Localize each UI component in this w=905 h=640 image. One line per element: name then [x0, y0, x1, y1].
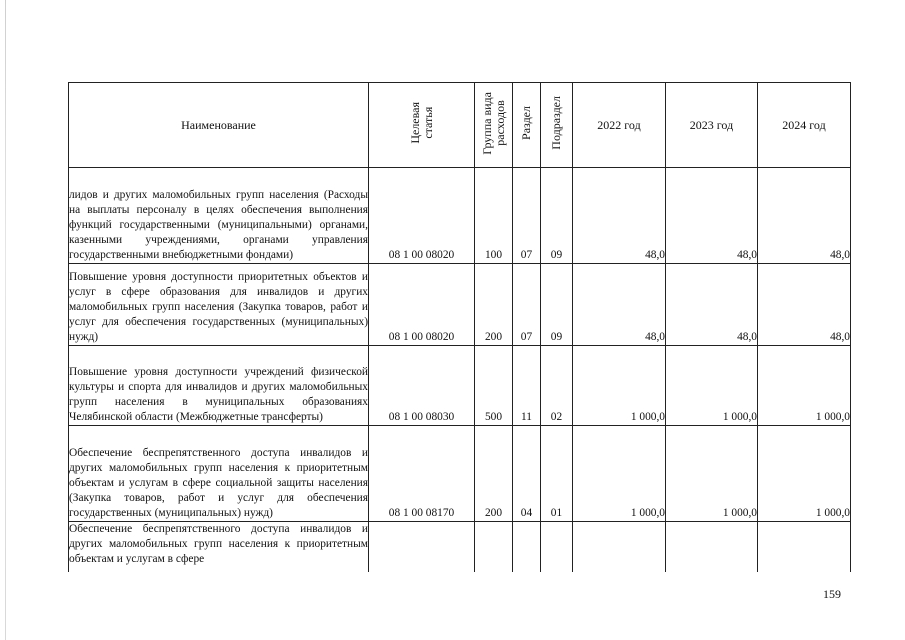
- row-target-code: [369, 522, 475, 572]
- header-year-2024: 2024 год: [758, 83, 851, 168]
- row-name: лидов и других маломобильных групп населения (Расходы на выплаты персоналу в целях обеспечения выполнения функций государственными (муниципальными) органами, казенными учреждениями, органами управления государственными внебюджетными фондами): [69, 168, 369, 264]
- row-target-code: 08 1 00 08030: [369, 346, 475, 426]
- row-section: [513, 522, 541, 572]
- document-page: [68, 82, 850, 576]
- row-amount-2024: 1 000,0: [758, 426, 851, 522]
- row-name: Повышение уровня доступности приоритетных объектов и услуг в сфере образования для инвалидов и других маломобильных групп населения (Закупка товаров, работ и услуг для обеспечения государственных (муниципальных) нужд): [69, 264, 369, 346]
- row-amount-2022: [573, 522, 666, 572]
- header-name: Наименование: [69, 83, 369, 168]
- row-subsection: 09: [541, 168, 573, 264]
- header-expense-group: Группа вида расходов: [475, 83, 513, 168]
- row-section: 04: [513, 426, 541, 522]
- row-subsection: 02: [541, 346, 573, 426]
- row-amount-2022: 1 000,0: [573, 346, 666, 426]
- row-amount-2024: [758, 522, 851, 572]
- header-target-article: Целевая статья: [369, 83, 475, 168]
- row-subsection: 09: [541, 264, 573, 346]
- scan-edge-line: [5, 0, 6, 640]
- row-section: 11: [513, 346, 541, 426]
- row-amount-2022: 1 000,0: [573, 426, 666, 522]
- row-amount-2023: 1 000,0: [666, 426, 758, 522]
- table-row: [69, 426, 851, 522]
- header-year-2022: 2022 год: [573, 83, 666, 168]
- row-target-code: 08 1 00 08020: [369, 264, 475, 346]
- row-amount-2023: 1 000,0: [666, 346, 758, 426]
- row-expense-group: 500: [475, 346, 513, 426]
- table-row: [69, 264, 851, 346]
- row-subsection: 01: [541, 426, 573, 522]
- row-amount-2022: 48,0: [573, 168, 666, 264]
- row-target-code: 08 1 00 08170: [369, 426, 475, 522]
- header-section: Раздел: [513, 83, 541, 168]
- header-subsection: Подраздел: [541, 83, 573, 168]
- budget-table: [68, 82, 851, 572]
- row-amount-2023: [666, 522, 758, 572]
- row-target-code: 08 1 00 08020: [369, 168, 475, 264]
- row-amount-2023: 48,0: [666, 264, 758, 346]
- row-amount-2024: 48,0: [758, 264, 851, 346]
- table-row: [69, 168, 851, 264]
- table-row: [69, 346, 851, 426]
- table-header-row: [69, 83, 851, 168]
- row-name: Повышение уровня доступности учреждений физической культуры и спорта для инвалидов и других маломобильных групп населения в муниципальных образованиях Челябинской области (Межбюджетные трансферты): [69, 346, 369, 426]
- row-subsection: [541, 522, 573, 572]
- row-amount-2024: 48,0: [758, 168, 851, 264]
- row-expense-group: [475, 522, 513, 572]
- table-row: [69, 522, 851, 572]
- row-name: Обеспечение беспрепятственного доступа инвалидов и других маломобильных групп населения к приоритетным объектам и услугам в сфере социальной защиты населения (Закупка товаров, работ и услуг для обеспечения государственных (муниципальных) нужд): [69, 426, 369, 522]
- row-amount-2024: 1 000,0: [758, 346, 851, 426]
- row-name: Обеспечение беспрепятственного доступа инвалидов и других маломобильных групп населения к приоритетным объектам и услугам в сфере: [69, 522, 369, 572]
- row-section: 07: [513, 168, 541, 264]
- row-expense-group: 200: [475, 426, 513, 522]
- row-expense-group: 200: [475, 264, 513, 346]
- row-amount-2022: 48,0: [573, 264, 666, 346]
- row-section: 07: [513, 264, 541, 346]
- row-amount-2023: 48,0: [666, 168, 758, 264]
- header-year-2023: 2023 год: [666, 83, 758, 168]
- row-expense-group: 100: [475, 168, 513, 264]
- page-number: 159: [823, 587, 841, 601]
